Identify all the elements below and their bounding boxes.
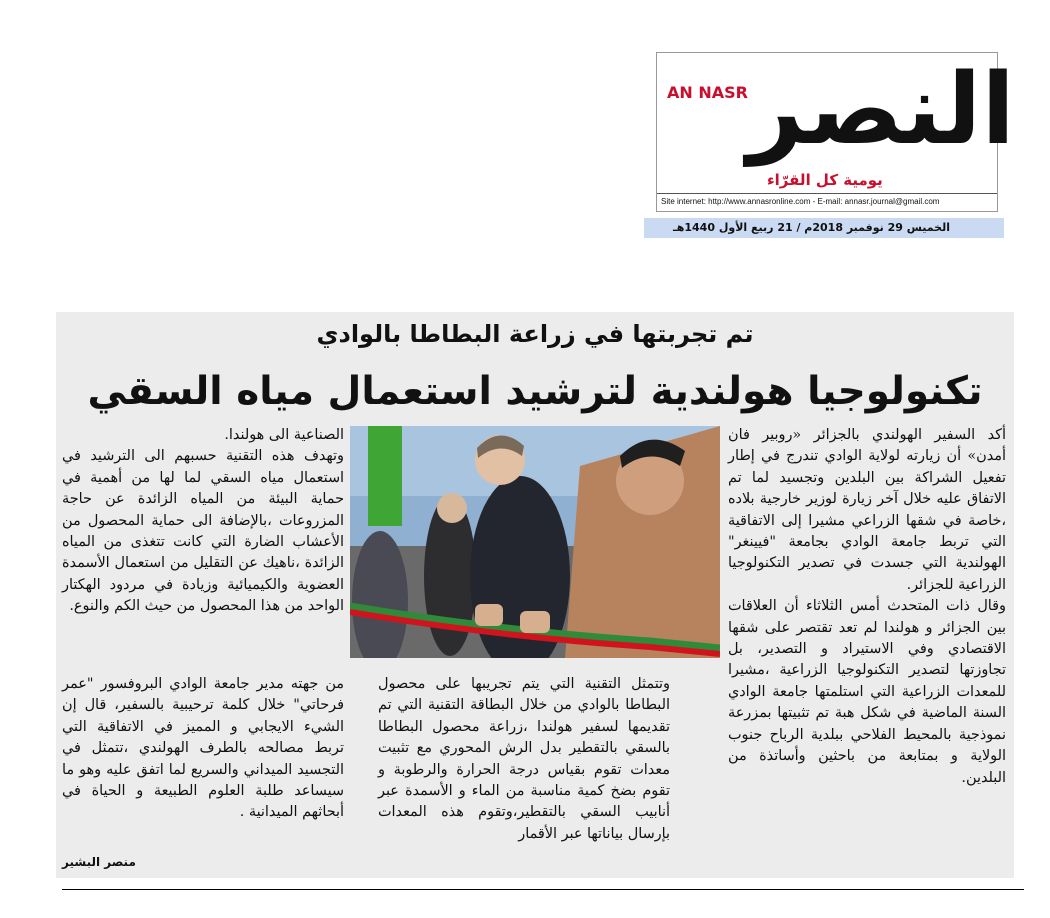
article-headline: تكنولوجيا هولندية لترشيد استعمال مياه السقي	[87, 369, 983, 414]
newspaper-logo: النصر	[747, 53, 1015, 167]
masthead	[656, 52, 1015, 212]
masthead-site-line: Site internet: http://www.annasronline.com - E-mail: annasr.journal@gmail.com	[657, 193, 997, 210]
article-column-right	[728, 425, 1006, 789]
paragraph: الصناعية الى هولندا.	[224, 427, 344, 443]
article-column-left	[62, 425, 344, 618]
paragraph: من جهته مدير جامعة الوادي البروفسور "عمر فرحاتي" خلال كلمة ترحيبية بالسفير، قال إن الشيء الايجابي و المميز في الاتفاقية التي تربط مصالحه بالطرف الهولندي ،تتمثل في التجسيد الميداني والسريع لما اتفق عليه وهو ما سيساعد طلبة العلوم الطبيعة و الحياة في أبحاثهم الميدانية .	[62, 676, 344, 821]
article-byline: منصر البشير	[62, 855, 136, 869]
issue-date: الخميس 29 نوفمبر 2018م / 21 ربيع الأول 1440هـ	[644, 218, 1004, 238]
article-photo	[350, 426, 720, 658]
article-column-middle	[378, 674, 670, 845]
masthead-latin-name: AN NASR	[667, 83, 748, 102]
paragraph: وتهدف هذه التقنية حسبهم الى الترشيد في استعمال مياه السقي لما لها من أهمية في حماية البيئة من المياه الزائدة عن حاجة المزروعات ،بالإضافة الى حماية المحصول من الأعشاب الضارة التي كانت تتغذى من المياه الزائدة ،ناهيك عن التقليل من استعمال الأسمدة العضوية والكيميائية وزيادة في مردود الهكتار الواحد من هذا المحصول من حيث الكم والنوع.	[62, 448, 344, 615]
paragraph: وتتمثل التقنية التي يتم تجريبها على محصول البطاطا بالوادي من خلال البطاقة التقنية التي تم تقديمها لسفير هولندا ،زراعة محصول البطاطا بالسقي بالتقطير بدل الرش المحوري مع تثبيت معدات تقوم بقياس درجة الحرارة والرطوبة و تقوم بضخ كمية مناسبة من الماء و الأسمدة عبر أنابيب السقي بالتقطير،وتقوم هذه المعدات بإرسال بياناتها عبر الأقمار	[378, 676, 670, 842]
bottom-rule	[62, 889, 1024, 890]
article-column-left-lower	[62, 674, 344, 824]
masthead-slogan: يومية كل القرّاء	[767, 171, 883, 189]
paragraph: أكد السفير الهولندي بالجزائر «روبير فان أمدن» أن زيارته لولاية الوادي تندرج في إطار تفعيل الشراكة بين البلدين وتجسيد لما تم الاتفاق عليه خلال آخر زيارة لوزير خارجية بلاده ،خاصة في شقها الزراعي مشيرا إلى الاتفاقية التي تربط جامعة الوادي بجامعة "فيينغر" الهولندية التي جسدت في تصدير التكنولوجيا الزراعية للجزائر.	[728, 427, 1006, 593]
paragraph: وقال ذات المتحدث أمس الثلاثاء أن العلاقات بين الجزائر و هولندا لم تعد تقتصر على شقها الاقتصادي وفي الاستيراد و التصدير، بل تجاوزتها لتصدير التكنولوجيا الزراعية ،مشيرا للمعدات الزراعية التي استلمتها جامعة الوادي السنة الماضية في شكل هبة تم تثبيتها بمزرعة نموذجية بالمحيط الفلاحي ببلدية الرباح جنوب الولاية و بمتابعة من باحثين وأساتذة من البلدين.	[728, 598, 1006, 786]
article-kicker: تم تجربتها في زراعة البطاطا بالوادي	[316, 320, 754, 348]
